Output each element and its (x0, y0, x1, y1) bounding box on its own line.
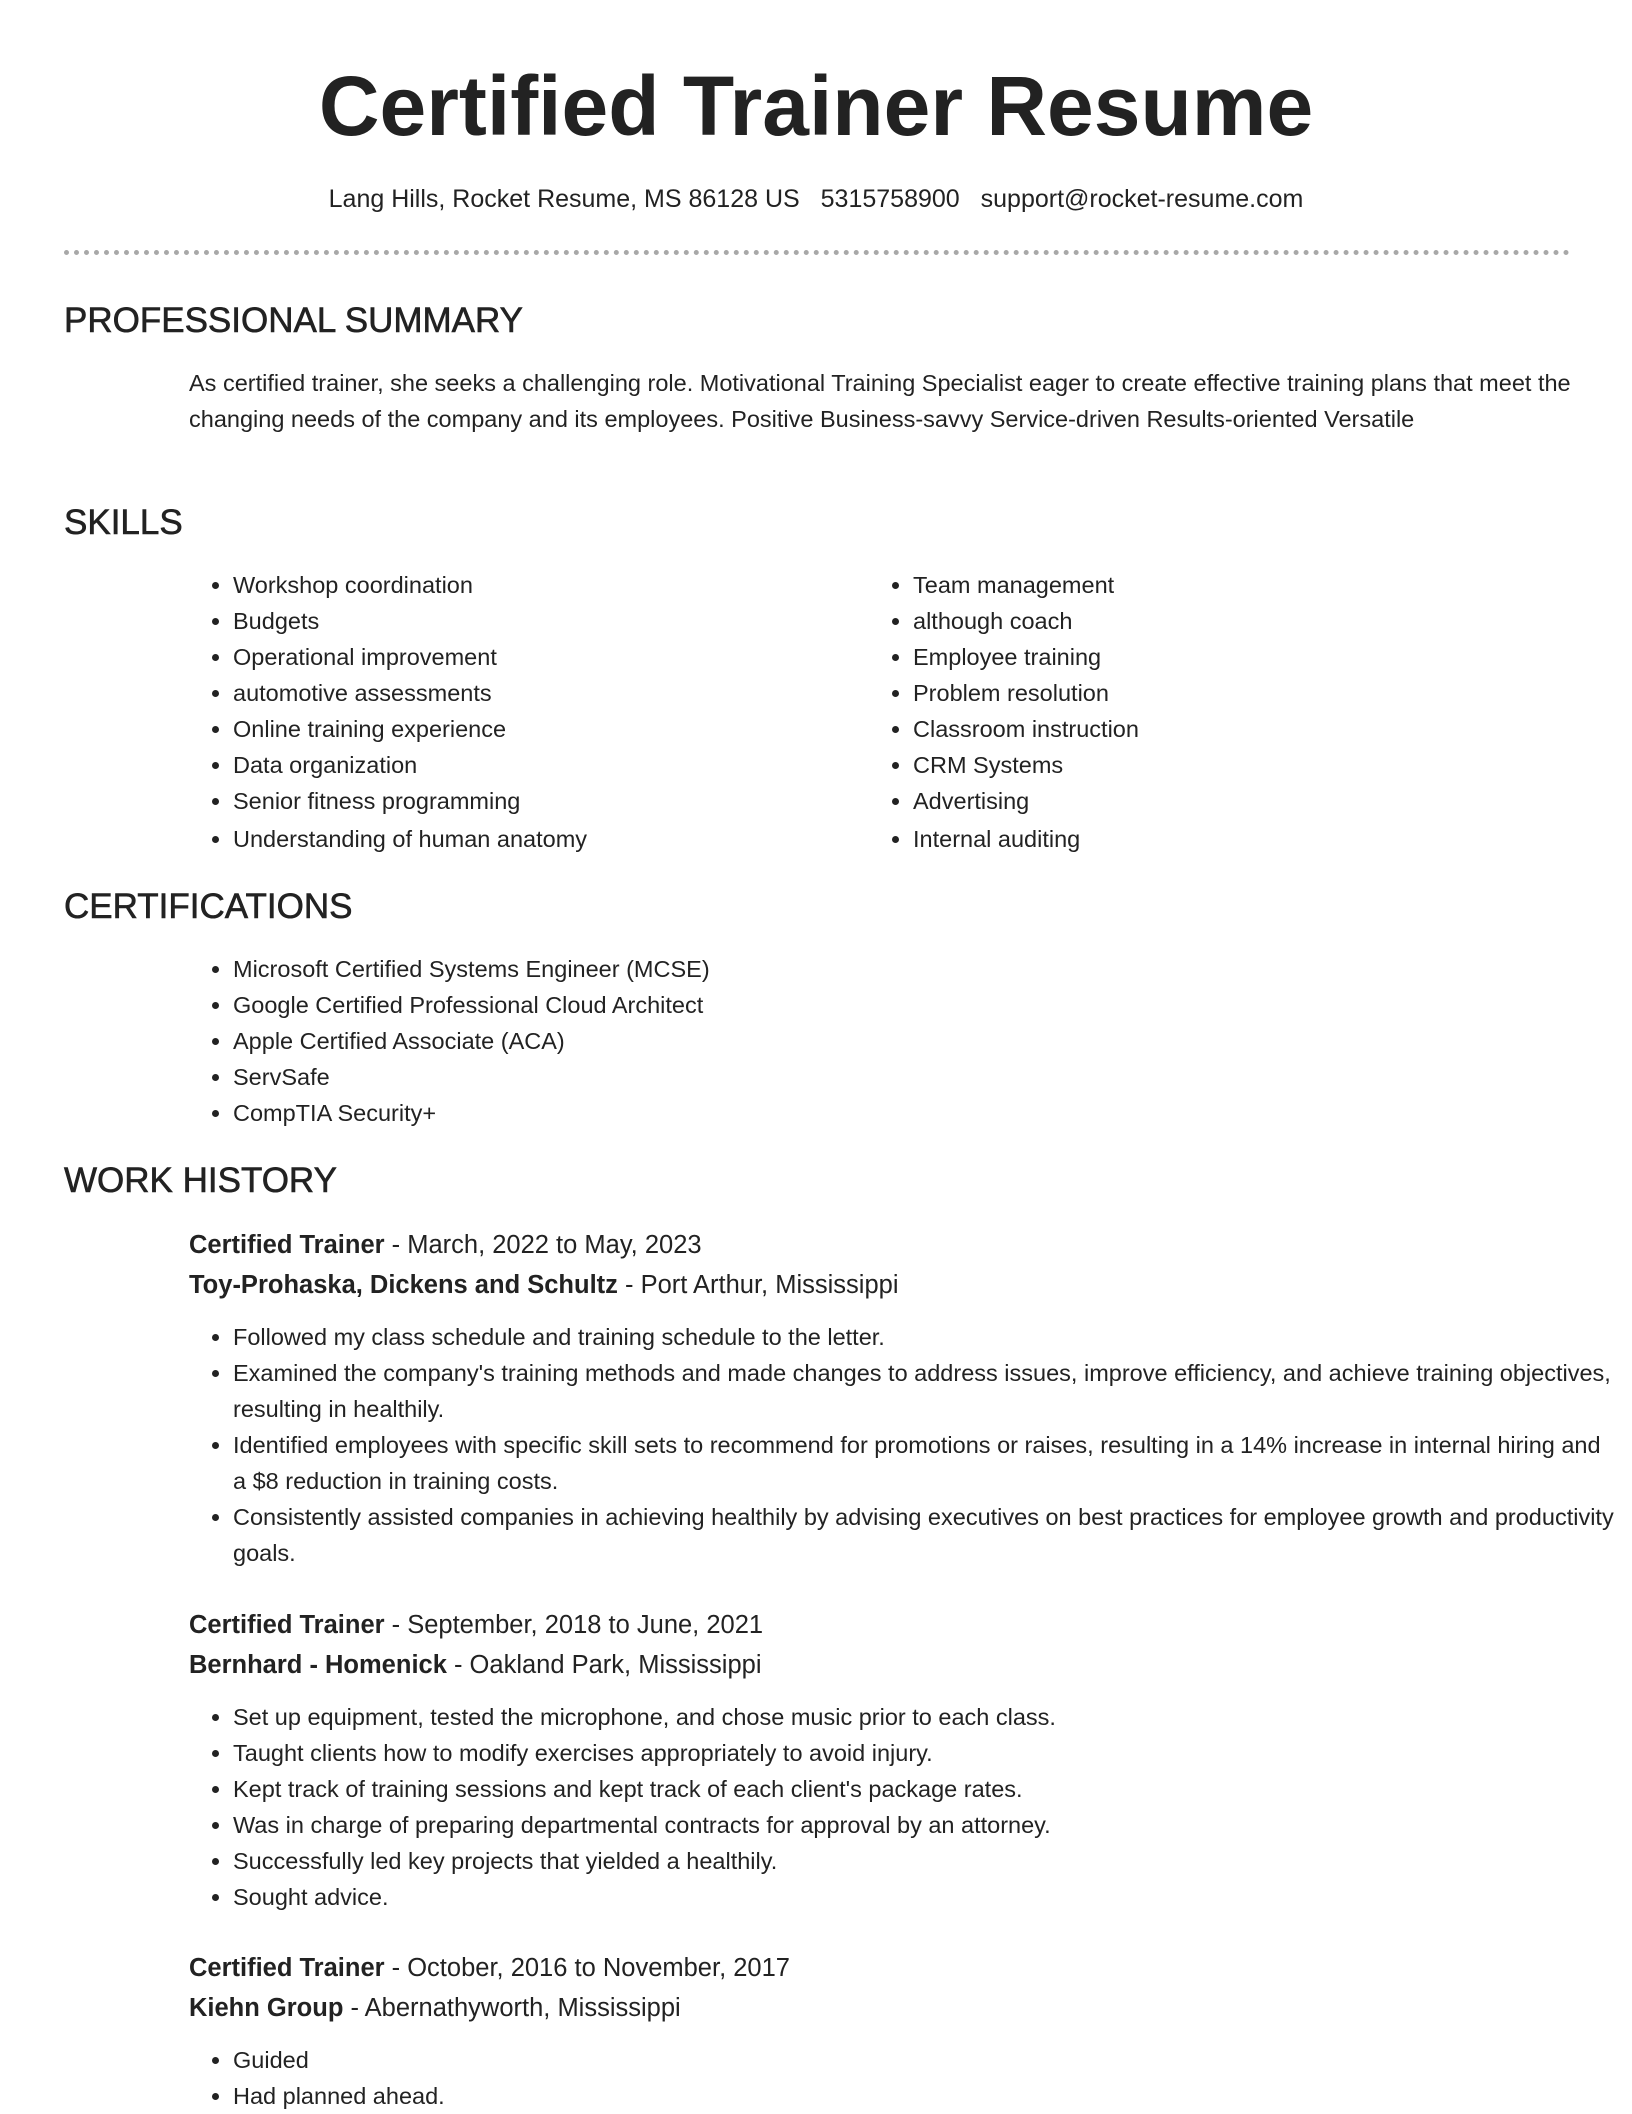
job-location: - Abernathyworth, Mississippi (343, 1994, 681, 2022)
list-item: • Microsoft Certified Systems Engineer (MCSE) (233, 951, 1533, 987)
contact-address: Lang Hills, Rocket Resume, MS 86128 US (328, 185, 800, 213)
job-dates: - October, 2016 to November, 2017 (384, 1954, 790, 1982)
job-company-line (189, 1267, 898, 1303)
job-dates: - September, 2018 to June, 2021 (384, 1611, 764, 1639)
list-item: • Identified employees with specific skill sets to recommend for promotions or raises, resulting in a 14% increase in internal hiring and a $8 reduction in training costs. (233, 1427, 1618, 1499)
job-location: - Port Arthur, Mississippi (617, 1271, 899, 1299)
list-item: • Apple Certified Associate (ACA) (233, 1023, 1533, 1059)
list-item: • CompTIA Security+ (233, 1095, 1533, 1131)
list-item: • Budgets (233, 603, 873, 639)
job-location: - Oakland Park, Mississippi (446, 1651, 762, 1679)
header-divider (64, 250, 1570, 255)
list-item: • Team management (913, 567, 1553, 603)
list-item: • Advertising (913, 783, 1553, 819)
list-item: • CRM Systems (913, 747, 1553, 783)
job-title-line (189, 1227, 702, 1263)
list-item: • Taught clients how to modify exercises appropriately to avoid injury. (233, 1735, 1618, 1771)
list-item: • Sought advice. (233, 1879, 1618, 1915)
list-item: • Online training experience (233, 711, 873, 747)
job-title: Certified Trainer (189, 1954, 385, 1982)
list-item: • Successfully led key projects that yielded a healthily. (233, 1843, 1618, 1879)
job-company: Kiehn Group (189, 1994, 344, 2022)
list-item: • Workshop coordination (233, 567, 873, 603)
job-title-line (189, 1950, 790, 1986)
list-item: • Had planned ahead. (233, 2078, 1618, 2114)
list-item: • Google Certified Professional Cloud Architect (233, 987, 1533, 1023)
job-title: Certified Trainer (189, 1611, 385, 1639)
list-item: • Examined the company's training methods and made changes to address issues, improve efficiency, and achieve training objectives, resulting in healthily. (233, 1355, 1618, 1427)
list-item: • Set up equipment, tested the microphone, and chose music prior to each class. (233, 1699, 1618, 1735)
list-item: • Understanding of human anatomy (233, 821, 873, 857)
contact-line (0, 182, 1632, 216)
list-item: • automotive assessments (233, 675, 873, 711)
list-item: • ServSafe (233, 1059, 1533, 1095)
summary-text: As certified trainer, she seeks a challenging role. Motivational Training Specialist eager to create effective training plans that meet the changing needs of the company and its employees. Positive Business-savvy Service-driven Results-oriented Versatile (189, 370, 1571, 432)
job-duties-list (189, 2042, 1618, 2114)
job-company-line (189, 1990, 681, 2026)
skills-heading: SKILLS (64, 503, 183, 542)
contact-phone[interactable]: 5315758900 (820, 185, 960, 213)
list-item: • Was in charge of preparing departmental contracts for approval by an attorney. (233, 1807, 1618, 1843)
list-item: • Followed my class schedule and training schedule to the letter. (233, 1319, 1618, 1355)
contact-email[interactable]: support@rocket-resume.com (980, 185, 1304, 213)
resume-title: Certified Trainer Resume (318, 59, 1314, 153)
certifications-list (189, 951, 1533, 1131)
certifications-heading: CERTIFICATIONS (64, 887, 353, 926)
list-item: • Guided (233, 2042, 1618, 2078)
job-title: Certified Trainer (189, 1231, 385, 1259)
job-company-line (189, 1647, 761, 1683)
work-history-heading: WORK HISTORY (64, 1161, 337, 1200)
list-item: • Internal auditing (913, 821, 1553, 857)
job-duties-list (189, 1319, 1618, 1571)
list-item: • Kept track of training sessions and kept track of each client's package rates. (233, 1771, 1618, 1807)
job-company: Toy-Prohaska, Dickens and Schultz (189, 1271, 618, 1299)
list-item: • Operational improvement (233, 639, 873, 675)
job-dates: - March, 2022 to May, 2023 (384, 1231, 702, 1259)
list-item: • Consistently assisted companies in achieving healthily by advising executives on best practices for employee growth and productivity goals. (233, 1499, 1618, 1571)
list-item: • Data organization (233, 747, 873, 783)
job-company: Bernhard - Homenick (189, 1651, 447, 1679)
skills-list-left (189, 567, 873, 857)
skills-list-right (869, 567, 1553, 857)
list-item: • although coach (913, 603, 1553, 639)
list-item: • Senior fitness programming (233, 783, 873, 819)
list-item: • Problem resolution (913, 675, 1553, 711)
list-item: • Classroom instruction (913, 711, 1553, 747)
job-duties-list (189, 1699, 1618, 1915)
job-title-line (189, 1607, 763, 1643)
list-item: • Employee training (913, 639, 1553, 675)
summary-heading: PROFESSIONAL SUMMARY (64, 301, 523, 340)
